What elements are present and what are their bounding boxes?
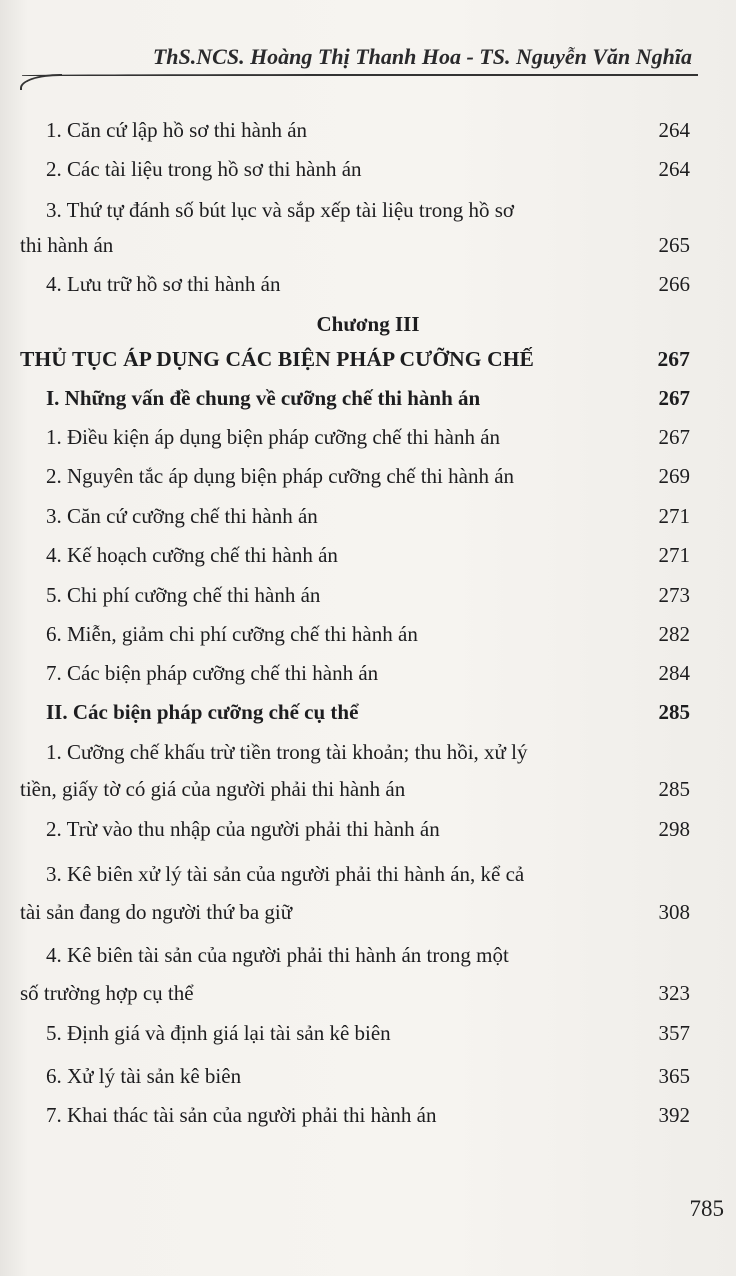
- toc-entry-page: 267: [658, 425, 690, 449]
- toc-entry-page: 266: [658, 272, 690, 296]
- toc-entry-text: 3. Căn cứ cưỡng chế thi hành án: [46, 504, 318, 528]
- toc-entry-page: 271: [658, 543, 690, 567]
- toc-entry-page: 271: [658, 504, 690, 528]
- toc-entry: [0, 1021, 736, 1055]
- toc-entry: [0, 1064, 736, 1098]
- toc-entry-page: 267: [657, 347, 690, 371]
- toc-entry-page: 284: [658, 661, 690, 685]
- page-number: 785: [689, 1196, 724, 1221]
- toc-entry-page: 323: [658, 981, 690, 1005]
- toc-entry-text: 4. Kê biên tài sản của người phải thi hành án trong một: [46, 943, 509, 967]
- running-header: ThS.NCS. Hoàng Thị Thanh Hoa - TS. Nguyễn Văn Nghĩa: [152, 44, 692, 69]
- toc-entry-text: số trường hợp cụ thể: [20, 981, 194, 1005]
- toc-entry-page: 264: [658, 157, 690, 181]
- toc-entry-text: 5. Định giá và định giá lại tài sản kê biên: [46, 1021, 391, 1045]
- toc-entry-page: 357: [658, 1021, 690, 1045]
- toc-entry-text: 3. Kê biên xử lý tài sản của người phải thi hành án, kể cả: [46, 862, 525, 886]
- toc-entry: [0, 198, 736, 232]
- toc-entry: [0, 118, 736, 152]
- toc-entry-page: 365: [658, 1064, 690, 1088]
- toc-entry-page: 308: [658, 900, 690, 924]
- toc-entry-text: 5. Chi phí cưỡng chế thi hành án: [46, 583, 321, 607]
- toc-entry: [0, 661, 736, 695]
- toc-entry: [0, 272, 736, 306]
- toc-entry-text: THỦ TỤC ÁP DỤNG CÁC BIỆN PHÁP CƯỠNG CHẾ: [20, 347, 534, 371]
- toc-entry-text: tiền, giấy tờ có giá của người phải thi hành án: [20, 777, 406, 801]
- chapter-label: Chương III: [316, 312, 420, 336]
- toc-entry-text: 2. Trừ vào thu nhập của người phải thi hành án: [46, 817, 440, 841]
- toc-entry-page: 392: [658, 1103, 690, 1127]
- toc-entry-page: 285: [658, 777, 690, 801]
- toc-entry: [0, 622, 736, 656]
- toc-entry-text: 1. Cưỡng chế khấu trừ tiền trong tài khoản; thu hồi, xử lý: [46, 740, 528, 764]
- toc-entry: [0, 862, 736, 896]
- toc-section-heading: [0, 386, 736, 420]
- toc-entry: [0, 504, 736, 538]
- toc-entry-text: 1. Căn cứ lập hồ sơ thi hành án: [46, 118, 308, 142]
- toc-entry-page: 285: [658, 700, 690, 724]
- toc-entry-continuation: [0, 233, 736, 267]
- toc-entry: [0, 157, 736, 191]
- toc-entry-continuation: [0, 900, 736, 934]
- toc-entry-continuation: [0, 777, 736, 811]
- header-rule-curl: [20, 74, 62, 90]
- toc-entry: [0, 583, 736, 617]
- toc-entry-page: 267: [658, 386, 690, 410]
- toc-entry-page: 264: [658, 118, 690, 142]
- toc-entry-text: 4. Kế hoạch cưỡng chế thi hành án: [46, 543, 338, 567]
- toc-entry: [0, 464, 736, 498]
- toc-entry-text: 4. Lưu trữ hồ sơ thi hành án: [46, 272, 281, 296]
- toc-entry-page: 298: [658, 817, 690, 841]
- toc-entry-text: thi hành án: [20, 233, 114, 257]
- toc-entry-continuation: [0, 981, 736, 1015]
- toc-entry-page: 265: [658, 233, 690, 257]
- toc-entry-text: II. Các biện pháp cưỡng chế cụ thể: [46, 700, 359, 724]
- toc-entry-text: tài sản đang do người thứ ba giữ: [20, 900, 293, 924]
- toc-entry-page: 269: [658, 464, 690, 488]
- toc-section-heading: [0, 700, 736, 734]
- toc-entry-text: 1. Điều kiện áp dụng biện pháp cưỡng chế thi hành án: [46, 425, 501, 449]
- toc-entry-text: 7. Khai thác tài sản của người phải thi hành án: [46, 1103, 437, 1127]
- toc-entry: [0, 1103, 736, 1137]
- toc-entry-text: 2. Các tài liệu trong hồ sơ thi hành án: [46, 157, 362, 181]
- toc-entry-text: I. Những vấn đề chung về cưỡng chế thi hành án: [46, 386, 481, 410]
- toc-entry: [0, 543, 736, 577]
- toc-entry: [0, 943, 736, 977]
- toc-entry-text: 6. Xử lý tài sản kê biên: [46, 1064, 242, 1088]
- toc-entry: [0, 425, 736, 459]
- toc-entry: [0, 740, 736, 774]
- toc-entry-page: 273: [658, 583, 690, 607]
- toc-entry-page: 282: [658, 622, 690, 646]
- toc-entry-text: 7. Các biện pháp cưỡng chế thi hành án: [46, 661, 379, 685]
- header-rule: [22, 74, 698, 76]
- toc-entry-text: 3. Thứ tự đánh số bút lục và sắp xếp tài liệu trong hồ sơ: [46, 198, 514, 222]
- toc-chapter-heading: [0, 347, 736, 381]
- toc-entry: [0, 817, 736, 851]
- toc-entry-text: 6. Miễn, giảm chi phí cưỡng chế thi hành án: [46, 622, 418, 646]
- toc-entry-text: 2. Nguyên tắc áp dụng biện pháp cưỡng chế thi hành án: [46, 464, 515, 488]
